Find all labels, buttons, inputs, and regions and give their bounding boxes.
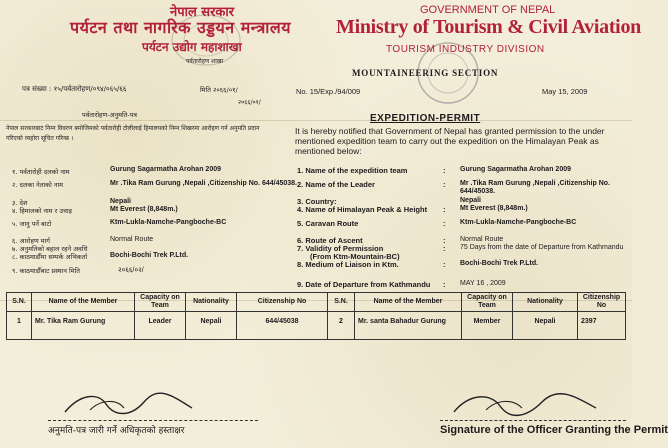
- np-value-route: Ktm-Lukla-Namche-Pangboche-BC: [110, 219, 227, 226]
- th-nationality-2: Nationality: [513, 293, 578, 312]
- cell-sn: 1: [7, 312, 32, 340]
- np-subject: पर्वतारोहण-अनुमति-पत्र: [82, 111, 138, 119]
- cell-capacity: Leader: [135, 312, 186, 340]
- field-label-team: 1. Name of the expedition team: [297, 166, 408, 175]
- value-validity: 75 Days from the date of Departure from Kathmandu: [460, 244, 624, 251]
- value-liaison: Bochi-Bochi Trek P.Ltd.: [460, 260, 539, 267]
- signature-scribble-left: [60, 388, 200, 422]
- np-reference-number: पत्र संख्या : १५/पर्वतारोहण/०९४/०६५/६६: [22, 85, 127, 93]
- official-stamp: [412, 40, 484, 106]
- signature-line-right: [440, 420, 626, 421]
- np-signature-caption: अनुमति-पत्र जारी गर्ने अधिकृतको हस्ताक्षर: [48, 426, 185, 436]
- cell-sn-2: 2: [328, 312, 355, 340]
- np-value-departure: २०६६/०२/: [118, 267, 144, 274]
- subject-title: EXPEDITION-PERMIT: [370, 113, 481, 124]
- issue-date: May 15, 2009: [542, 87, 588, 96]
- cell-citizenship: 644/45038: [237, 312, 328, 340]
- members-table: [6, 292, 626, 340]
- table-header-row: [7, 293, 626, 312]
- np-date-value: २०६६/०१/: [238, 99, 261, 106]
- cell-nationality: Nepali: [186, 312, 237, 340]
- th-capacity-2: Capacity on Team: [462, 293, 513, 312]
- colon: :: [443, 166, 446, 175]
- np-field-label: ६. आरोहण मार्ग: [12, 237, 50, 245]
- np-value-country: Nepali: [110, 198, 132, 205]
- fold-line: [0, 120, 632, 121]
- colon: :: [443, 260, 446, 269]
- field-label-peak: 4. Name of Himalayan Peak & Height: [297, 205, 428, 214]
- government-emblem-seal: [168, 12, 244, 68]
- th-citizenship: Citizenship No: [237, 293, 328, 312]
- value-ascent: Normal Route: [460, 236, 504, 243]
- field-label-departure: 9. Date of Departure from Kathmandu: [297, 280, 431, 289]
- colon: :: [443, 236, 446, 245]
- colon: :: [443, 219, 446, 228]
- np-field-label: ३. देश: [12, 199, 28, 207]
- th-sn-2: S.N.: [328, 293, 355, 312]
- np-value-peak: Mt Everest (8,848m.): [110, 206, 178, 213]
- section-title: MOUNTAINEERING SECTION: [352, 68, 499, 78]
- field-label-validity: 7. Validity of Permission: [297, 244, 384, 253]
- signature-scribble-right: [450, 390, 600, 422]
- np-section-title: पर्वतारोहण शाखा: [186, 58, 224, 65]
- np-value-liaison: Bochi-Bochi Trek P.Ltd.: [110, 252, 189, 259]
- np-ministry-title: पर्यटन तथा नागरिक उड्डयन मन्त्रालय: [70, 18, 292, 37]
- intro-paragraph: It is hereby notified that Government of Nepal has granted permission to the under mentioned expedition team to carry out the expedition on the Himalayan Peak as mentioned below:: [295, 126, 605, 156]
- division-title: TOURISM INDUSTRY DIVISION: [386, 44, 545, 55]
- cell-capacity-2: Member: [462, 312, 513, 340]
- np-field-label: १. पर्वतारोही दलको नाम: [12, 168, 70, 176]
- colon: :: [443, 180, 446, 189]
- colon: :: [443, 205, 446, 214]
- field-label-country: 3. Country:: [297, 197, 337, 206]
- np-field-label: २. दलका नेताको नाम: [12, 181, 64, 189]
- signature-line-left: [48, 420, 258, 421]
- field-label-liaison: 8. Medium of Liaison in Ktm.: [297, 260, 399, 269]
- cell-name-2: Mr. santa Bahadur Gurung: [355, 312, 462, 340]
- th-sn: S.N.: [7, 293, 32, 312]
- th-name: Name of the Member: [32, 293, 135, 312]
- np-date: मिति २०६६/०१/: [200, 86, 238, 94]
- np-value-team: Gurung Sagarmatha Arohan 2009: [110, 166, 221, 173]
- value-team: Gurung Sagarmatha Arohan 2009: [460, 166, 571, 173]
- reference-number: No. 15/Exp./94/009: [296, 87, 361, 96]
- colon: :: [443, 280, 446, 289]
- th-capacity: Capacity on Team: [135, 293, 186, 312]
- value-departure-date: MAY 16 , 2009: [460, 280, 506, 287]
- cell-name: Mr. Tika Ram Gurung: [32, 312, 135, 340]
- np-intro-paragraph: नेपाल सरकारबाट निम्न विवरण बमोजिमको पर्वतारोही टोलीलाई हिमालयको निम्न शिखरमा आरोहण गर्न अनुमति प्रदान गरिएको व्यहोरा सूचित गरिन्छ ।: [6, 125, 260, 142]
- np-field-label: ४. हिमालको नाम र उचाइ: [12, 207, 72, 215]
- signature-caption: Signature of the Officer Granting the Permit: [440, 424, 668, 436]
- field-label-leader: 2. Name of the Leader: [297, 180, 375, 189]
- th-name-2: Name of the Member: [355, 293, 462, 312]
- np-division-title: पर्यटन उद्योग महाशाखा: [142, 40, 242, 54]
- gov-title: GOVERNMENT OF NEPAL: [420, 4, 556, 16]
- np-gov-title: नेपाल सरकार: [170, 5, 235, 20]
- np-value-ascent: Normal Route: [110, 236, 154, 243]
- th-nationality: Nationality: [186, 293, 237, 312]
- value-route: Ktm-Lukla-Namche-Pangboche-BC: [460, 219, 577, 226]
- value-leader: Mr .Tika Ram Gurung ,Nepali ,Citizenship No. 644/45038.: [460, 180, 611, 195]
- np-field-label: ५. जानु पर्ने बाटो: [12, 220, 52, 228]
- th-citizenship-2: Citizenship No: [578, 293, 626, 312]
- value-country: Nepali: [460, 197, 482, 204]
- field-label-validity-sub: (From Ktm-Mountain-BC): [310, 252, 400, 261]
- value-peak: Mt Everest (8,848m.): [460, 205, 528, 212]
- cell-nationality-2: Nepali: [513, 312, 578, 340]
- ministry-title: Ministry of Tourism & Civil Aviation: [336, 16, 641, 38]
- colon: :: [443, 244, 446, 253]
- np-field-label: ८. काठमाडौँमा सम्पर्क अभिकर्ता: [12, 253, 88, 261]
- np-value-leader: Mr .Tika Ram Gurung ,Nepali ,Citizenship No. 644/45038.: [110, 180, 297, 187]
- np-field-label: ९. काठमाडौँबाट प्रस्थान मिति: [12, 267, 80, 275]
- field-label-route: 5. Caravan Route: [297, 219, 359, 228]
- field-label-ascent: 6. Route of Ascent: [297, 236, 363, 245]
- cell-citizenship-2: 2397: [578, 312, 626, 340]
- table-row: [7, 312, 626, 340]
- np-field-label: ७. अनुमतिको बहाल रहने अवधि: [12, 245, 88, 253]
